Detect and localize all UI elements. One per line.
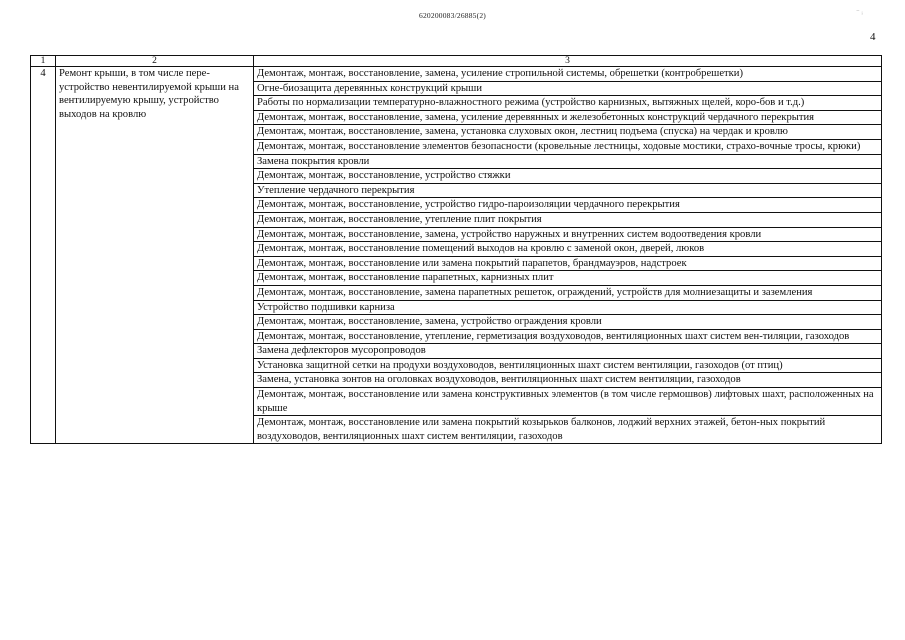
table-row [31, 67, 882, 82]
work-item: Демонтаж, монтаж, восстановление, утепление плит покрытия [254, 212, 882, 227]
work-item: Утепление чердачного перекрытия [254, 183, 882, 198]
column-number-1: 1 [31, 56, 56, 67]
page-number: 4 [870, 31, 876, 43]
work-item: Демонтаж, монтаж, восстановление, утепление, герметизация воздуховодов, вентиляционных шахт систем вен-тиляции, газоходов [254, 329, 882, 344]
column-number-3: 3 [254, 56, 882, 67]
work-item: Демонтаж, монтаж, восстановление элементов безопасности (кровельные лестницы, ходовые мостики, страхо-вочные тросы, крюки) [254, 139, 882, 154]
document-id: 620200083/26885(2) [419, 11, 486, 20]
work-item: Установка защитной сетки на продухи воздуховодов, вентиляционных шахт систем вентиляции, газоходов (от птиц) [254, 358, 882, 373]
work-category: Ремонт крыши, в том числе пере-устройство невентилируемой крыши на вентилируемую крышу, устройство выходов на кровлю [56, 67, 254, 444]
work-item: Демонтаж, монтаж, восстановление, устройство стяжки [254, 169, 882, 184]
work-item: Демонтаж, монтаж, восстановление или замена покрытий парапетов, брандмауэров, надстроек [254, 256, 882, 271]
work-item: Демонтаж, монтаж, восстановление или замена покрытий козырьков балконов, лоджий верхних этажей, бетон-ных покрытий воздуховодов, вентиляционных шахт систем вентиляции, газоходов [254, 416, 882, 444]
work-item: Устройство подшивки карниза [254, 300, 882, 315]
column-number-2: 2 [56, 56, 254, 67]
row-number: 4 [31, 67, 56, 444]
work-item: Замена, установка зонтов на оголовках воздуховодов, вентиляционных шахт систем вентиляции, газоходов [254, 373, 882, 388]
work-item: Демонтаж, монтаж, восстановление парапетных, карнизных плит [254, 271, 882, 286]
work-item: Демонтаж, монтаж, восстановление или замена конструктивных элементов (в том числе гермошвов) лифтовых шахт, расположенных на крыше [254, 388, 882, 416]
work-item: Замена покрытия кровли [254, 154, 882, 169]
work-item: Демонтаж, монтаж, восстановление, замена парапетных решеток, ограждений, устройств для молниезащиты и заземления [254, 285, 882, 300]
work-item: Замена дефлекторов мусоропроводов [254, 344, 882, 359]
work-item: Демонтаж, монтаж, восстановление, замена, устройство ограждения кровли [254, 315, 882, 330]
work-item: Демонтаж, монтаж, восстановление, замена, установка слуховых окон, лестниц подъема (спуска) на чердак и кровлю [254, 125, 882, 140]
work-item: Демонтаж, монтаж, восстановление, замена, устройство наружных и внутренних систем водоотведения кровли [254, 227, 882, 242]
works-table [30, 55, 882, 444]
scan-mark: ⁻ ᵢ [856, 8, 863, 16]
column-number-row [31, 56, 882, 67]
work-item: Демонтаж, монтаж, восстановление, устройство гидро-пароизоляции чердачного перекрытия [254, 198, 882, 213]
work-item: Демонтаж, монтаж, восстановление, замена, усиление деревянных и железобетонных конструкций чердачного перекрытия [254, 110, 882, 125]
work-item: Работы по нормализации температурно-влажностного режима (устройство карнизных, вытяжных щелей, коро-бов и т.д.) [254, 96, 882, 111]
work-item: Демонтаж, монтаж, восстановление помещений выходов на кровлю с заменой окон, дверей, люков [254, 242, 882, 257]
work-item: Огне-биозащита деревянных конструкций крыши [254, 81, 882, 96]
work-item: Демонтаж, монтаж, восстановление, замена, усиление стропильной системы, обрешетки (контробрешетки) [254, 67, 882, 82]
